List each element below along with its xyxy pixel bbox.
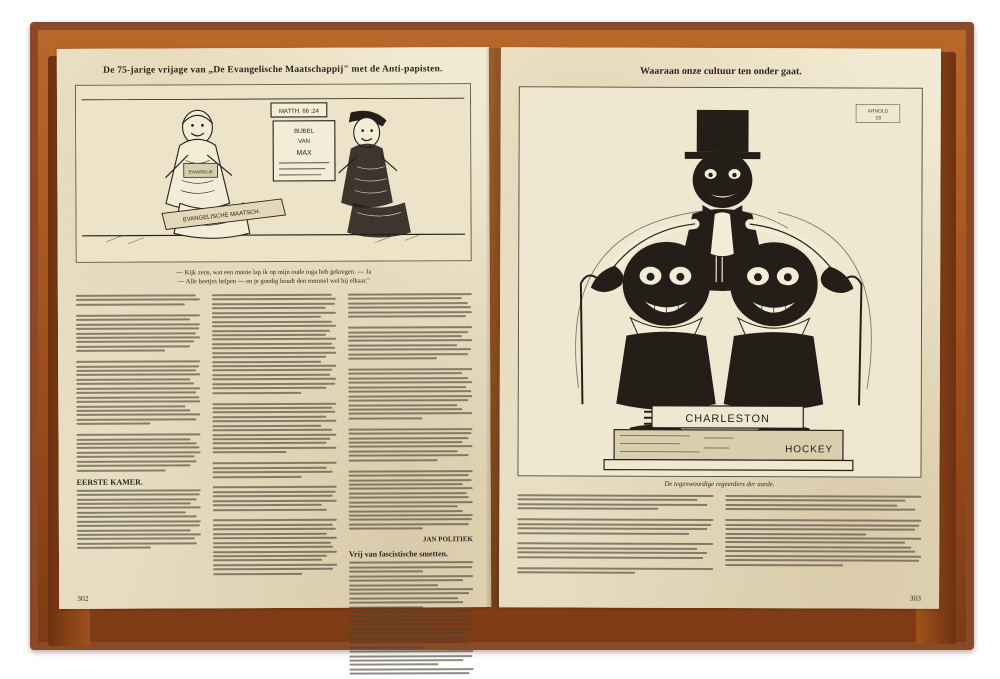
right-page-headline: Waaraan onze cultuur ten onder gaat. — [519, 65, 923, 77]
text-block — [212, 294, 337, 575]
subheading-vrij-van-fascistische-smetten: Vrij van fascistische smetten. — [349, 549, 473, 559]
left-column — [517, 494, 713, 576]
text-block — [77, 489, 201, 549]
right-page-illustration — [517, 86, 922, 477]
right-column — [725, 495, 921, 577]
svg-text:EVANGELIE: EVANGELIE — [188, 169, 213, 174]
left-page — [57, 47, 491, 609]
grinning-face-right — [730, 242, 818, 326]
right-column — [348, 293, 474, 677]
right-page-columns — [517, 494, 921, 577]
middle-column — [212, 294, 338, 678]
right-page-number: 303 — [910, 594, 921, 603]
svg-text:ARNOLD: ARNOLD — [868, 109, 889, 115]
banner-label: EVANGELISCHE MAATSCH. — [183, 209, 261, 224]
left-page-columns — [76, 293, 474, 678]
left-page-headline: De 75-jarige vrijage van „De Evangelische Maatschappij" met de Anti-papisten. — [75, 63, 471, 77]
left-column — [76, 294, 202, 678]
pedestal-right-label: HOCKEY — [785, 444, 833, 455]
left-subheading-eerste-kamer: EERSTE KAMER. — [77, 477, 201, 487]
left-illustration-caption — [78, 267, 470, 287]
board-right-label: BIJBEL — [294, 129, 315, 135]
left-page-number: 302 — [77, 594, 88, 603]
article-signature: JAN POLITIEK — [349, 535, 473, 544]
right-illustration-caption: De tegenwoordige regeerders der aarde. — [517, 480, 921, 488]
text-block — [76, 294, 201, 471]
svg-text:VAN: VAN — [298, 139, 310, 145]
board-left-label: MATTH. 66 :24 — [279, 109, 320, 115]
caption-line-2: — Alle beetjes helpen — en je goedig houdt den rommel wel bij elkaar." — [178, 278, 370, 286]
text-block — [348, 293, 473, 530]
right-page — [499, 47, 941, 609]
text-block — [349, 561, 473, 674]
grinning-face-left — [622, 242, 710, 326]
svg-text:'28: '28 — [875, 116, 882, 122]
caption-line-1: — Kijk zens, wat een mooie lap ik op mijn oude toga heb gekregen. — Ja — [176, 269, 371, 277]
left-page-illustration — [75, 83, 472, 263]
svg-text:MAX: MAX — [297, 150, 312, 157]
text-block — [725, 495, 921, 566]
text-block — [517, 494, 713, 574]
pedestal-left-label: CHARLESTON — [685, 413, 770, 425]
